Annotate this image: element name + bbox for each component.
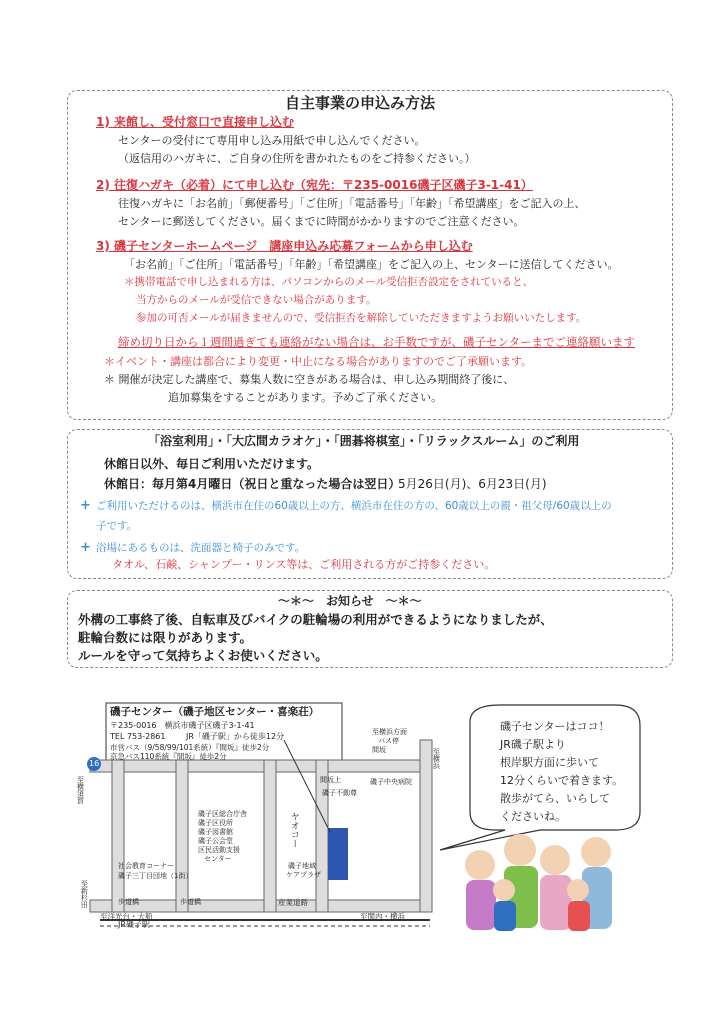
map-address: 〒235-0016 横浜市磯子区磯子3-1-41 xyxy=(110,721,255,730)
to-sugita-label: 至新杉田 xyxy=(80,880,89,908)
notice-line-1: 外構の工事終了後、自転車及びバイクの駐輪場の利用ができるようになりましたが、 xyxy=(78,612,553,627)
govt-office-2: 磯子区役所 xyxy=(198,819,233,827)
jr-station-label: JR磯子駅 xyxy=(118,920,150,929)
map-access-bus-2: 京急バス110系統『間坂』徒歩2分 xyxy=(110,752,227,761)
chuo-hospital-label: 磯子中央病院 xyxy=(370,778,412,786)
bubble-line-3: 根岸駅方面に歩いて xyxy=(500,756,599,769)
care-plaza-1: 磯子地域 xyxy=(288,862,316,870)
bubble-line-2: JR磯子駅より xyxy=(500,738,566,751)
notice-title: ～＊～ お知らせ ～＊～ xyxy=(278,594,422,608)
bus-stop-label: バス停 xyxy=(378,737,399,745)
notice-line-3: ルールを守って気持ちよくお使いください。 xyxy=(78,648,328,663)
mazaka-label: 間坂 xyxy=(372,746,386,754)
yaoko-label: ヤオコー xyxy=(288,812,299,848)
closed-days-line: 休館日：毎月第4月曜日（祝日と重なった場合は翌日） xyxy=(104,477,401,491)
method-3-note-1: ＊携帯電話で申し込まれる方は、パソコンからのメール受信拒否設定をされていると、 xyxy=(124,276,534,288)
method-2-heading: 2) 往復ハガキ（必着）にて申し込む（宛先：〒235-0016磯子区磯子3-1-41） xyxy=(96,178,533,192)
isogo-fudo-label: 磯子不動尊 xyxy=(322,789,357,797)
method-2-line-2: センターに郵送してください。届くまでに時間がかかりますのでご注意ください。 xyxy=(118,215,525,228)
map-access-bus-1: 市営バス（9/58/99/101系統）『間坂』徒歩2分 xyxy=(110,743,270,752)
footbridge-2: 歩道橋 xyxy=(180,898,201,906)
application-methods-title: 自主事業の申込み方法 xyxy=(285,94,436,112)
sangyo-road-label: 産業道路 xyxy=(278,898,308,907)
method-1-heading: 1) 来館し、受付窓口で直接申し込む xyxy=(96,115,295,129)
method-3-note-2: 当方からのメールが受信できない場合があります。 xyxy=(136,294,377,306)
govt-office-1: 磯子区総合庁舎 xyxy=(198,810,247,818)
extra-recruit-note-2: 追加募集をすることがあります。予めご了承ください。 xyxy=(168,391,443,404)
map-access-jr: JR「磯子駅」から徒歩12分 xyxy=(186,732,285,741)
bring-items-line: タオル、石鹸、シャンプー・リンス等は、ご利用される方がご持参ください。 xyxy=(112,558,496,571)
method-3-heading: 3) 磯子センターホームページ 講座申込み応募フォームから申し込む xyxy=(96,239,473,253)
notice-line-2: 駐輪台数には限りがあります。 xyxy=(78,630,253,645)
center-building xyxy=(328,828,348,880)
bubble-line-4: 12分くらいで着きます。 xyxy=(500,774,624,787)
care-plaza-2: ケアプラザ xyxy=(286,871,321,879)
eligibility-line-2: 子です。 xyxy=(96,520,138,532)
to-oofuna-label: 至洋光台・大船 xyxy=(100,912,153,921)
method-2-line-1: 往復ハガキに「お名前」「郵便番号」「ご住所」「電話番号」「年齢」「希望講座」をご記入の上、 xyxy=(118,197,586,210)
bubble-line-5: 散歩がてら、いらして xyxy=(500,792,610,805)
closed-dates: 5月26日(月)、6月23日(月) xyxy=(398,477,547,491)
facility-use-title: 「浴室利用」・「大広間カラオケ」・「囲碁将棋室」・「リラックスルーム」のご利用 xyxy=(148,434,580,448)
govt-office-3: 磯子図書館 xyxy=(198,828,233,836)
bullet-icon: + xyxy=(80,498,91,513)
bath-items-line: 浴場にあるものは、洗面器と椅子のみです。 xyxy=(96,542,306,554)
eligibility-line: ご利用いただけるのは、横浜市在住の60歳以上の方、横浜市在住の方の、60歳以上の親・祖父母/60歳以上の xyxy=(96,500,612,512)
mazaka-up-label: 間坂上 xyxy=(320,776,341,784)
deadline-notice: 締め切り日から１週間過ぎても連絡がない場合は、お手数ですが、磯子センターまでご連絡願います xyxy=(118,335,636,349)
to-yokohama-label: 至横浜 xyxy=(432,748,441,769)
method-3-line-1: 「お名前」「ご住所」「電話番号」「年齢」「希望講座」をご記入の上、センターに送信してください。 xyxy=(124,258,619,271)
map-center-name: 磯子センター（磯子地区センター・喜楽荘） xyxy=(110,706,320,718)
social-education-2: 磯子三丁目団地（1街） xyxy=(118,872,193,880)
to-yokohama-direction: 至横浜方面 xyxy=(372,728,407,736)
method-1-line-2: （返信用のハガキに、ご自身の住所を書かれたものをご持参ください。） xyxy=(118,152,476,165)
to-kannai-label: 至関内・横浜 xyxy=(360,912,405,921)
to-yokosuka-label: 至横須賀 xyxy=(76,776,85,804)
footbridge-1: 歩道橋 xyxy=(118,898,139,906)
method-1-line-1: センターの受付にて専用申し込み用紙で申し込んでください。 xyxy=(118,134,426,147)
govt-office-4: 磯子公会堂 xyxy=(198,837,233,845)
bullet-icon: + xyxy=(80,540,91,555)
bubble-line-1: 磯子センターはココ！ xyxy=(500,720,610,733)
family-illustration xyxy=(465,834,612,931)
method-3-note-3: 参加の可否メールが届きませんので、受信拒否を解除していただきますようお願いいたします。 xyxy=(136,312,587,324)
map-tel: TEL 753-2861 xyxy=(110,732,166,741)
event-change-note: ＊イベント・講座は都合により変更・中止になる場合がありますのでご了承願います。 xyxy=(104,355,533,368)
govt-office-5: 区民活動支援 xyxy=(198,846,240,854)
open-days-line: 休館日以外、毎日ご利用いただけます。 xyxy=(104,457,320,471)
extra-recruit-note-1: ＊ 開催が決定した講座で、募集人数に空きがある場合は、申し込み期間終了後に、 xyxy=(104,373,515,386)
bubble-line-6: くださいね。 xyxy=(500,810,566,823)
social-education-1: 社会教育コーナー xyxy=(118,862,174,870)
route-16-label: 16 xyxy=(89,759,100,768)
govt-office-6: センター xyxy=(204,855,232,863)
